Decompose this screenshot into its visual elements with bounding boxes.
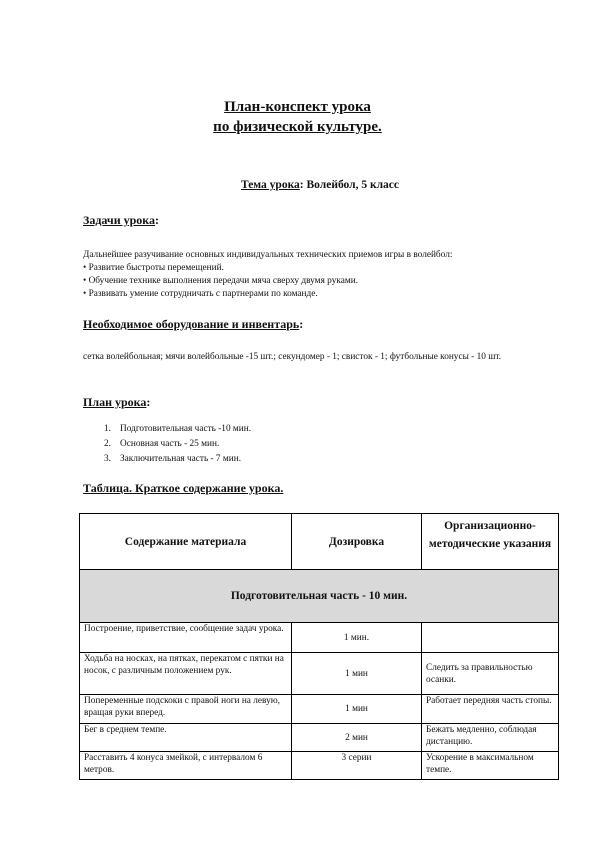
plan-heading-suffix: : xyxy=(146,395,151,409)
table-row xyxy=(80,653,559,695)
table-row xyxy=(80,724,559,752)
tasks-list xyxy=(83,249,553,301)
cell-notes: Бежать медленно, соблюдая дистанцию. xyxy=(422,724,559,752)
lesson-content-table xyxy=(79,513,559,780)
column-header-notes: Организационно-методические указания xyxy=(422,514,559,570)
document-title-line-2: по физической культуре. xyxy=(213,119,382,135)
cell-dosage: 1 мин xyxy=(292,695,422,724)
table-row xyxy=(80,623,559,653)
plan-heading xyxy=(83,395,150,410)
equipment-heading-text: Необходимое оборудование и инвентарь xyxy=(83,317,300,331)
equipment-text: сетка волейбольная; мячи волейбольные -15 шт.; секундомер - 1; свисток - 1; футбольные конусы - 10 шт. xyxy=(83,352,502,362)
tasks-intro: Дальнейшее разучивание основных индивидуальных технических приемов игры в волейбол: xyxy=(83,250,453,260)
table-heading: Таблица. Краткое содержание урока. xyxy=(83,481,284,495)
cell-content: Построение, приветствие, сообщение задач урока. xyxy=(80,623,292,653)
cell-notes: Ускорение в максимальном темпе. xyxy=(422,752,559,780)
plan-item: 3. Заключительная часть - 7 мин. xyxy=(104,454,242,464)
plan-list xyxy=(104,422,251,467)
tasks-item: • Развитие быстроты перемещений. xyxy=(83,263,224,273)
plan-heading-text: План урока xyxy=(83,395,147,409)
cell-content: Попеременные подскоки с правой ноги на левую, вращая руки вперед. xyxy=(80,695,292,724)
lesson-theme-value: : Волейбол, 5 класс xyxy=(299,179,400,191)
tasks-heading-text: Задачи урока xyxy=(83,213,156,227)
equipment-heading-suffix: : xyxy=(299,317,304,331)
table-row xyxy=(80,752,559,780)
document-title-line-1: План-конспект урока xyxy=(224,99,371,115)
column-header-dosage: Дозировка xyxy=(292,514,422,570)
plan-item: 2. Основная часть - 25 мин. xyxy=(104,439,220,449)
cell-dosage: 3 серии xyxy=(292,752,422,780)
table-header-row xyxy=(80,514,559,570)
cell-notes: Следить за правильностью осанки. xyxy=(422,653,559,695)
tasks-item: • Обучение технике выполнения передачи мяча сверху двумя руками. xyxy=(83,276,359,286)
section-title: Подготовительная часть - 10 мин. xyxy=(80,570,559,623)
equipment-heading xyxy=(83,317,303,332)
tasks-item: • Развивать умение сотрудничать с партнерами по команде. xyxy=(83,289,318,299)
cell-content: Расставить 4 конуса змейкой, с интервалом 6 метров. xyxy=(80,752,292,780)
column-header-content: Содержание материала xyxy=(80,514,292,570)
plan-item: 1. Подготовительная часть -10 мин. xyxy=(104,424,252,434)
table-row xyxy=(80,695,559,724)
tasks-heading xyxy=(83,213,159,228)
lesson-theme xyxy=(0,179,595,191)
cell-dosage: 1 мин xyxy=(292,653,422,695)
cell-dosage: 2 мин xyxy=(292,724,422,752)
cell-content: Ходьба на носках, на пятках, перекатом с пятки на носок, с различным положением рук. xyxy=(80,653,292,695)
tasks-heading-suffix: : xyxy=(155,213,160,227)
lesson-theme-label: Тема урока xyxy=(240,179,300,191)
cell-notes: Работает передняя часть стопы. xyxy=(422,695,559,724)
cell-notes xyxy=(422,623,559,653)
cell-dosage: 1 мин. xyxy=(292,623,422,653)
table-section-row xyxy=(80,570,559,623)
cell-content: Бег в среднем темпе. xyxy=(80,724,292,752)
